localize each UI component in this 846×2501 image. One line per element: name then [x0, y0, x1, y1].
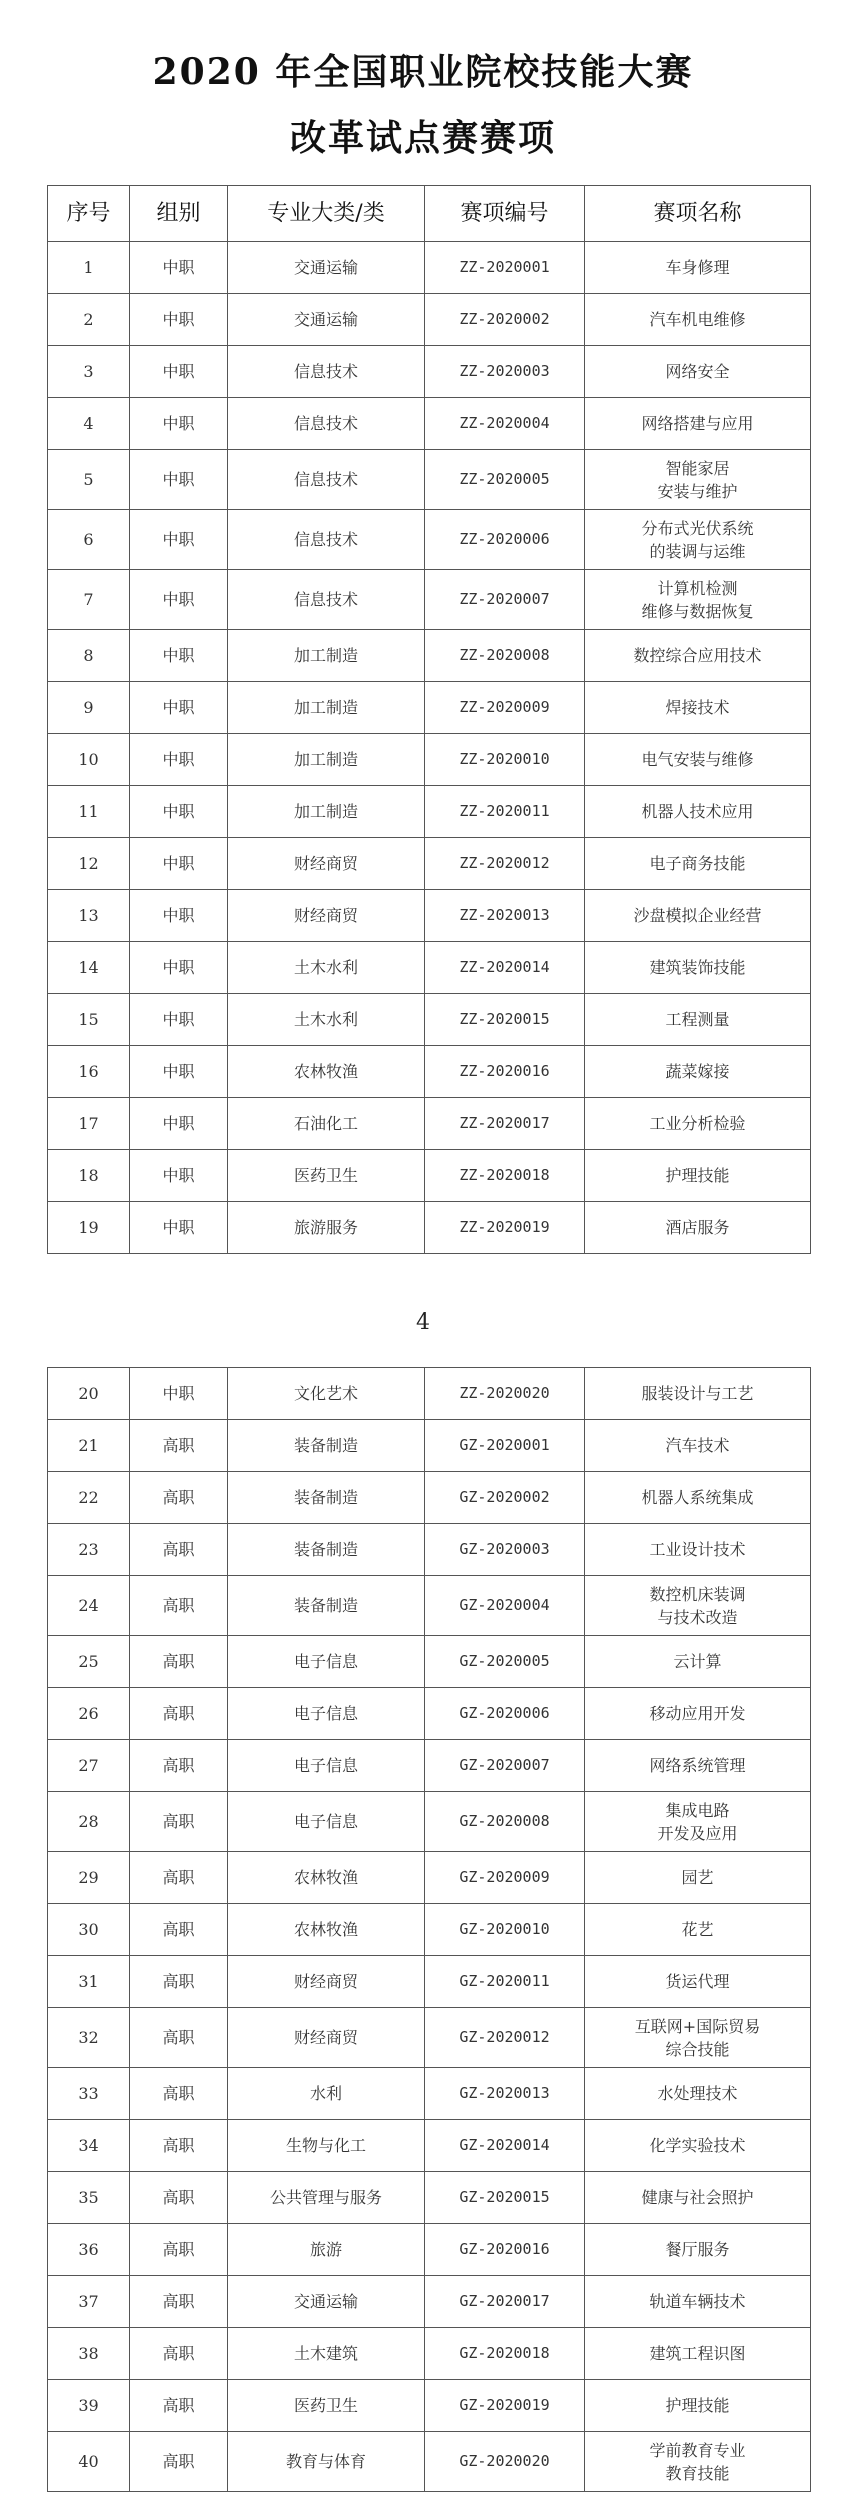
cell-group: 中职: [130, 682, 228, 734]
cell-no: 7: [48, 570, 130, 630]
cell-group: 高职: [130, 1636, 228, 1688]
cell-no: 36: [48, 2224, 130, 2276]
cell-category: 财经商贸: [228, 2008, 425, 2068]
cell-code: ZZ-2020004: [425, 398, 585, 450]
cell-code: ZZ-2020003: [425, 346, 585, 398]
cell-name: 网络系统管理: [585, 1740, 811, 1792]
cell-name: 互联网+国际贸易 综合技能: [585, 2008, 811, 2068]
table-row: [48, 294, 811, 346]
cell-category: 信息技术: [228, 398, 425, 450]
cell-code: GZ-2020012: [425, 2008, 585, 2068]
cell-code: GZ-2020001: [425, 1420, 585, 1472]
cell-name: 电子商务技能: [585, 838, 811, 890]
cell-group: 高职: [130, 2328, 228, 2380]
cell-no: 4: [48, 398, 130, 450]
cell-name: 数控机床装调 与技术改造: [585, 1576, 811, 1636]
cell-group: 中职: [130, 942, 228, 994]
cell-code: GZ-2020014: [425, 2120, 585, 2172]
cell-code: GZ-2020010: [425, 1904, 585, 1956]
cell-code: GZ-2020018: [425, 2328, 585, 2380]
table-row: [48, 398, 811, 450]
cell-group: 中职: [130, 510, 228, 570]
table-row: [48, 2432, 811, 2492]
cell-name: 电气安装与维修: [585, 734, 811, 786]
cell-category: 土木建筑: [228, 2328, 425, 2380]
cell-category: 旅游: [228, 2224, 425, 2276]
cell-code: ZZ-2020016: [425, 1046, 585, 1098]
table-row: [48, 1740, 811, 1792]
cell-group: 高职: [130, 1956, 228, 2008]
cell-no: 28: [48, 1792, 130, 1852]
cell-code: ZZ-2020013: [425, 890, 585, 942]
cell-code: ZZ-2020018: [425, 1150, 585, 1202]
cell-category: 装备制造: [228, 1420, 425, 1472]
table-row: [48, 2224, 811, 2276]
cell-code: ZZ-2020012: [425, 838, 585, 890]
cell-code: GZ-2020019: [425, 2380, 585, 2432]
cell-name: 网络搭建与应用: [585, 398, 811, 450]
cell-category: 农林牧渔: [228, 1904, 425, 1956]
cell-category: 土木水利: [228, 942, 425, 994]
cell-code: GZ-2020017: [425, 2276, 585, 2328]
cell-no: 9: [48, 682, 130, 734]
cell-no: 3: [48, 346, 130, 398]
cell-no: 17: [48, 1098, 130, 1150]
cell-name: 餐厅服务: [585, 2224, 811, 2276]
cell-name: 智能家居 安装与维护: [585, 450, 811, 510]
cell-category: 加工制造: [228, 630, 425, 682]
table-row: [48, 1576, 811, 1636]
cell-group: 高职: [130, 1792, 228, 1852]
cell-no: 6: [48, 510, 130, 570]
cell-group: 中职: [130, 1202, 228, 1254]
table-row: [48, 570, 811, 630]
table-row: [48, 346, 811, 398]
table-row: [48, 1904, 811, 1956]
table-row: [48, 838, 811, 890]
cell-group: 中职: [130, 294, 228, 346]
cell-group: 中职: [130, 398, 228, 450]
table-row: [48, 510, 811, 570]
cell-category: 水利: [228, 2068, 425, 2120]
table-row: [48, 1150, 811, 1202]
cell-no: 12: [48, 838, 130, 890]
cell-group: 中职: [130, 838, 228, 890]
cell-category: 生物与化工: [228, 2120, 425, 2172]
cell-code: GZ-2020005: [425, 1636, 585, 1688]
cell-category: 交通运输: [228, 242, 425, 294]
cell-name: 水处理技术: [585, 2068, 811, 2120]
table-row: [48, 2172, 811, 2224]
cell-no: 14: [48, 942, 130, 994]
cell-group: 高职: [130, 1576, 228, 1636]
cell-group: 高职: [130, 2172, 228, 2224]
cell-name: 化学实验技术: [585, 2120, 811, 2172]
table-row: [48, 1202, 811, 1254]
table-row: [48, 1046, 811, 1098]
cell-category: 装备制造: [228, 1524, 425, 1576]
cell-no: 27: [48, 1740, 130, 1792]
cell-name: 机器人技术应用: [585, 786, 811, 838]
table-row: [48, 2120, 811, 2172]
cell-name: 建筑装饰技能: [585, 942, 811, 994]
cell-name: 焊接技术: [585, 682, 811, 734]
cell-category: 加工制造: [228, 682, 425, 734]
table-row: [48, 1792, 811, 1852]
cell-category: 农林牧渔: [228, 1852, 425, 1904]
cell-no: 40: [48, 2432, 130, 2492]
cell-code: GZ-2020011: [425, 1956, 585, 2008]
events-table-page1: [47, 185, 811, 1254]
cell-group: 中职: [130, 1046, 228, 1098]
cell-category: 公共管理与服务: [228, 2172, 425, 2224]
cell-category: 信息技术: [228, 510, 425, 570]
cell-name: 护理技能: [585, 2380, 811, 2432]
table-row: [48, 786, 811, 838]
cell-name: 健康与社会照护: [585, 2172, 811, 2224]
cell-no: 13: [48, 890, 130, 942]
cell-category: 装备制造: [228, 1472, 425, 1524]
table-row: [48, 2276, 811, 2328]
cell-no: 39: [48, 2380, 130, 2432]
table-row: [48, 450, 811, 510]
table-row: [48, 2008, 811, 2068]
document-title-line1: 2020 年全国职业院校技能大赛: [152, 51, 694, 93]
cell-code: GZ-2020007: [425, 1740, 585, 1792]
cell-group: 高职: [130, 1688, 228, 1740]
cell-no: 15: [48, 994, 130, 1046]
cell-category: 教育与体育: [228, 2432, 425, 2492]
cell-code: ZZ-2020002: [425, 294, 585, 346]
cell-category: 财经商贸: [228, 1956, 425, 2008]
cell-name: 园艺: [585, 1852, 811, 1904]
cell-name: 学前教育专业 教育技能: [585, 2432, 811, 2492]
table-row: [48, 1524, 811, 1576]
cell-no: 16: [48, 1046, 130, 1098]
cell-group: 高职: [130, 2432, 228, 2492]
cell-no: 35: [48, 2172, 130, 2224]
cell-no: 24: [48, 1576, 130, 1636]
cell-group: 高职: [130, 2120, 228, 2172]
cell-group: 中职: [130, 570, 228, 630]
cell-name: 工业设计技术: [585, 1524, 811, 1576]
table-row: [48, 630, 811, 682]
cell-code: GZ-2020006: [425, 1688, 585, 1740]
cell-category: 医药卫生: [228, 1150, 425, 1202]
cell-category: 交通运输: [228, 2276, 425, 2328]
cell-no: 31: [48, 1956, 130, 2008]
cell-name: 工业分析检验: [585, 1098, 811, 1150]
table-row: [48, 1420, 811, 1472]
cell-no: 25: [48, 1636, 130, 1688]
cell-group: 中职: [130, 242, 228, 294]
cell-category: 加工制造: [228, 734, 425, 786]
cell-category: 电子信息: [228, 1636, 425, 1688]
cell-code: GZ-2020015: [425, 2172, 585, 2224]
cell-group: 高职: [130, 1524, 228, 1576]
page-number: 4: [416, 1310, 430, 1335]
cell-name: 云计算: [585, 1636, 811, 1688]
table-row: [48, 1956, 811, 2008]
cell-group: 高职: [130, 2224, 228, 2276]
cell-name: 网络安全: [585, 346, 811, 398]
cell-group: 中职: [130, 994, 228, 1046]
cell-no: 8: [48, 630, 130, 682]
cell-no: 38: [48, 2328, 130, 2380]
cell-category: 电子信息: [228, 1688, 425, 1740]
cell-group: 高职: [130, 2068, 228, 2120]
cell-name: 分布式光伏系统 的装调与运维: [585, 510, 811, 570]
cell-no: 2: [48, 294, 130, 346]
cell-name: 花艺: [585, 1904, 811, 1956]
cell-name: 车身修理: [585, 242, 811, 294]
cell-name: 轨道车辆技术: [585, 2276, 811, 2328]
cell-group: 中职: [130, 890, 228, 942]
cell-name: 蔬菜嫁接: [585, 1046, 811, 1098]
header-category: 专业大类/类: [228, 186, 425, 242]
cell-code: ZZ-2020017: [425, 1098, 585, 1150]
cell-code: ZZ-2020008: [425, 630, 585, 682]
cell-no: 29: [48, 1852, 130, 1904]
table-row: [48, 1472, 811, 1524]
table-row: [48, 942, 811, 994]
cell-name: 建筑工程识图: [585, 2328, 811, 2380]
cell-no: 23: [48, 1524, 130, 1576]
table-row: [48, 994, 811, 1046]
cell-group: 中职: [130, 630, 228, 682]
document-title-line2: 改革试点赛赛项: [289, 117, 556, 159]
cell-category: 医药卫生: [228, 2380, 425, 2432]
cell-code: GZ-2020003: [425, 1524, 585, 1576]
cell-category: 财经商贸: [228, 890, 425, 942]
header-code: 赛项编号: [425, 186, 585, 242]
table-row: [48, 682, 811, 734]
header-name: 赛项名称: [585, 186, 811, 242]
cell-code: ZZ-2020019: [425, 1202, 585, 1254]
cell-category: 文化艺术: [228, 1368, 425, 1420]
cell-group: 中职: [130, 1150, 228, 1202]
cell-category: 交通运输: [228, 294, 425, 346]
table-row: [48, 1368, 811, 1420]
cell-code: GZ-2020004: [425, 1576, 585, 1636]
cell-category: 信息技术: [228, 450, 425, 510]
table-header-row: [48, 186, 811, 242]
cell-category: 石油化工: [228, 1098, 425, 1150]
cell-group: 中职: [130, 734, 228, 786]
cell-no: 30: [48, 1904, 130, 1956]
cell-code: ZZ-2020006: [425, 510, 585, 570]
cell-group: 高职: [130, 1472, 228, 1524]
events-table-page2: [47, 1367, 811, 2492]
cell-no: 19: [48, 1202, 130, 1254]
cell-name: 集成电路 开发及应用: [585, 1792, 811, 1852]
cell-no: 11: [48, 786, 130, 838]
cell-category: 旅游服务: [228, 1202, 425, 1254]
table-row: [48, 1852, 811, 1904]
cell-code: ZZ-2020010: [425, 734, 585, 786]
cell-code: ZZ-2020009: [425, 682, 585, 734]
cell-group: 高职: [130, 1740, 228, 1792]
cell-group: 高职: [130, 2008, 228, 2068]
table-row: [48, 734, 811, 786]
cell-category: 财经商贸: [228, 838, 425, 890]
cell-name: 服装设计与工艺: [585, 1368, 811, 1420]
table-row: [48, 2380, 811, 2432]
cell-code: ZZ-2020011: [425, 786, 585, 838]
cell-group: 高职: [130, 1420, 228, 1472]
cell-group: 中职: [130, 786, 228, 838]
cell-code: GZ-2020009: [425, 1852, 585, 1904]
cell-name: 机器人系统集成: [585, 1472, 811, 1524]
cell-code: ZZ-2020005: [425, 450, 585, 510]
cell-code: GZ-2020016: [425, 2224, 585, 2276]
cell-category: 装备制造: [228, 1576, 425, 1636]
cell-name: 酒店服务: [585, 1202, 811, 1254]
cell-code: GZ-2020002: [425, 1472, 585, 1524]
cell-category: 电子信息: [228, 1792, 425, 1852]
cell-code: ZZ-2020020: [425, 1368, 585, 1420]
cell-name: 工程测量: [585, 994, 811, 1046]
cell-group: 高职: [130, 2380, 228, 2432]
cell-name: 移动应用开发: [585, 1688, 811, 1740]
cell-code: GZ-2020008: [425, 1792, 585, 1852]
cell-category: 信息技术: [228, 570, 425, 630]
header-group: 组别: [130, 186, 228, 242]
cell-category: 电子信息: [228, 1740, 425, 1792]
cell-category: 农林牧渔: [228, 1046, 425, 1098]
cell-name: 护理技能: [585, 1150, 811, 1202]
cell-code: GZ-2020020: [425, 2432, 585, 2492]
cell-group: 中职: [130, 1098, 228, 1150]
table-row: [48, 1098, 811, 1150]
table-row: [48, 2068, 811, 2120]
cell-group: 高职: [130, 1904, 228, 1956]
cell-no: 18: [48, 1150, 130, 1202]
cell-name: 汽车机电维修: [585, 294, 811, 346]
cell-group: 高职: [130, 1852, 228, 1904]
cell-no: 10: [48, 734, 130, 786]
cell-name: 数控综合应用技术: [585, 630, 811, 682]
cell-name: 货运代理: [585, 1956, 811, 2008]
cell-no: 32: [48, 2008, 130, 2068]
cell-group: 中职: [130, 1368, 228, 1420]
cell-code: ZZ-2020007: [425, 570, 585, 630]
cell-no: 33: [48, 2068, 130, 2120]
cell-name: 沙盘模拟企业经营: [585, 890, 811, 942]
cell-group: 高职: [130, 2276, 228, 2328]
cell-no: 34: [48, 2120, 130, 2172]
cell-code: ZZ-2020015: [425, 994, 585, 1046]
cell-code: ZZ-2020014: [425, 942, 585, 994]
cell-group: 中职: [130, 450, 228, 510]
cell-category: 土木水利: [228, 994, 425, 1046]
cell-category: 信息技术: [228, 346, 425, 398]
table-row: [48, 242, 811, 294]
cell-group: 中职: [130, 346, 228, 398]
cell-name: 汽车技术: [585, 1420, 811, 1472]
cell-no: 37: [48, 2276, 130, 2328]
cell-no: 5: [48, 450, 130, 510]
cell-category: 加工制造: [228, 786, 425, 838]
cell-code: GZ-2020013: [425, 2068, 585, 2120]
table-row: [48, 2328, 811, 2380]
cell-name: 计算机检测 维修与数据恢复: [585, 570, 811, 630]
cell-no: 1: [48, 242, 130, 294]
cell-no: 20: [48, 1368, 130, 1420]
cell-no: 21: [48, 1420, 130, 1472]
header-no: 序号: [48, 186, 130, 242]
table-row: [48, 890, 811, 942]
cell-no: 22: [48, 1472, 130, 1524]
table-row: [48, 1636, 811, 1688]
cell-no: 26: [48, 1688, 130, 1740]
table-row: [48, 1688, 811, 1740]
cell-code: ZZ-2020001: [425, 242, 585, 294]
